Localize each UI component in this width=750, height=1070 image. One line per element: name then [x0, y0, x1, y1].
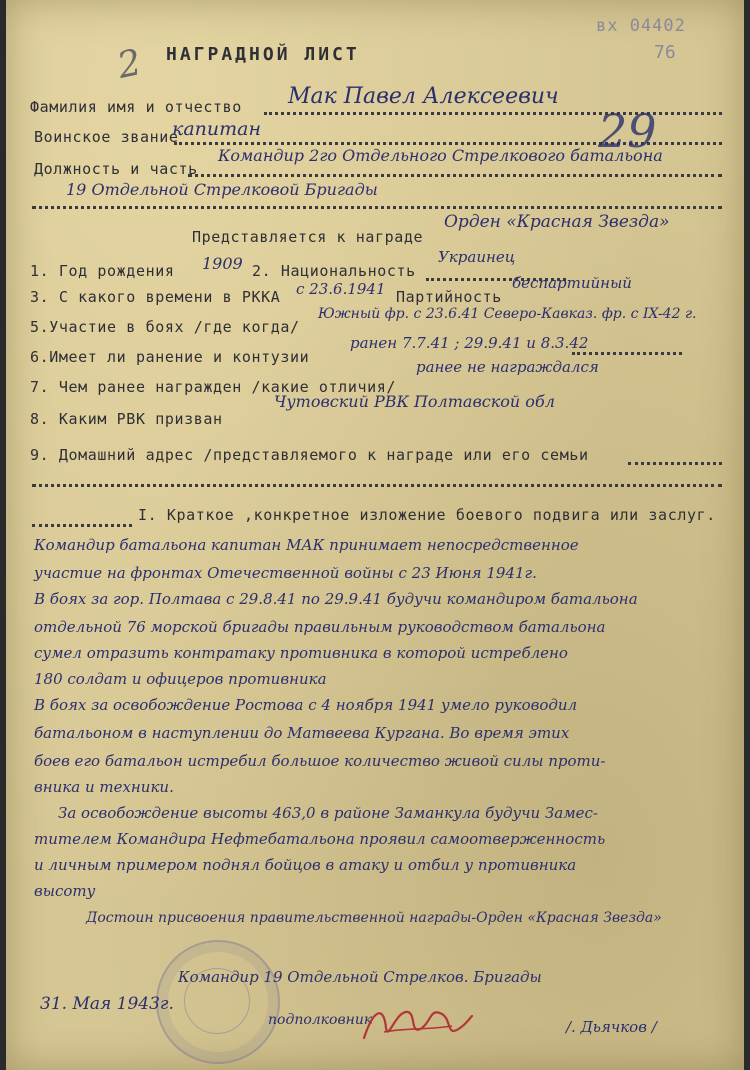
- dotted-line: [188, 174, 722, 177]
- rvk-label: 8. Каким РВК призван: [30, 410, 223, 428]
- feat-line: Командир батальона капитан МАК принимает непосредственное: [34, 536, 579, 554]
- feat-line: боев его батальон истребил большое количество живой силы проти-: [34, 752, 606, 770]
- rvk-value: Чутовский РВК Полтавской обл: [274, 392, 555, 411]
- wounds-value: ранен 7.7.41 ; 29.9.41 и 8.3.42: [350, 334, 589, 352]
- feat-line: сумел отразить контратаку противника в которой истреблено: [34, 644, 568, 662]
- birth-value: 1909: [202, 254, 243, 273]
- commander-line: Командир 19 Отдельной Стрелков. Бригады: [178, 968, 542, 986]
- rank-value: капитан: [172, 118, 262, 140]
- party-label: Партийность: [396, 288, 502, 306]
- address-label: 9. Домашний адрес /представляемого к награде или его семьи: [30, 446, 589, 464]
- nationality-label: 2. Национальность: [252, 262, 416, 280]
- awards-label: 7. Чем ранее награжден /какие отличия/: [30, 378, 396, 396]
- wounds-label: 6.Имеет ли ранение и контузии: [30, 348, 310, 366]
- feat-line: и личным примером поднял бойцов в атаку и отбил у противника: [34, 856, 577, 874]
- pencil-mark: 2: [113, 42, 145, 87]
- battles-label: 5.Участие в боях /где когда/: [30, 318, 300, 336]
- feat-line: В боях за освобождение Ростова с 4 ноября 1941 умело руководил: [34, 696, 578, 714]
- rkka-label: 3. С какого времени в РККА: [30, 288, 281, 306]
- dotted-line: [628, 462, 722, 465]
- feat-line: высоту: [34, 882, 96, 900]
- feat-line: 180 солдат и офицеров противника: [34, 670, 327, 688]
- feat-line: участие на фронтах Отечественной войны с 23 Июня 1941г.: [34, 564, 537, 582]
- feat-line: тителем Командира Нефтебатальона проявил самоотверженность: [34, 830, 606, 848]
- battles-value: Южный фр. с 23.6.41 Северо-Кавказ. фр. с IX-42 г.: [318, 306, 697, 322]
- feat-conclusion: Достоин присвоения правительственной награды-Орден «Красная Звезда»: [86, 910, 662, 926]
- dotted-line: [572, 352, 682, 355]
- position-value-1: Командир 2го Отдельного Стрелкового батальона: [218, 146, 663, 165]
- position-value-2: 19 Отдельной Стрелковой Бригады: [66, 180, 378, 199]
- nominated-value: Орден «Красная Звезда»: [444, 212, 670, 232]
- birth-label: 1. Год рождения: [30, 262, 175, 280]
- nationality-value: Украинец: [438, 248, 516, 266]
- name-label: Фамилия имя и отчество: [30, 98, 242, 116]
- position-label: Должность и часть: [34, 160, 198, 178]
- archive-stamp: вх 04402: [596, 16, 686, 36]
- feat-line: За освобождение высоты 463,0 в районе Заманкула будучи Замес-: [58, 804, 598, 822]
- stamp-numeral: 29: [598, 104, 657, 158]
- party-value: беспартийный: [512, 274, 632, 292]
- round-seal: [156, 940, 280, 1064]
- nominated-label: Представляется к награде: [192, 228, 424, 246]
- feat-line: отдельной 76 морской бригады правильным руководством батальона: [34, 618, 606, 636]
- awards-value: ранее не награждался: [416, 358, 599, 376]
- rank-label: Воинское звание: [34, 128, 179, 146]
- dotted-line: [32, 206, 722, 209]
- feat-line: батальоном в наступлении до Матвеева Кургана. Во время этих: [34, 724, 570, 742]
- dotted-line: [32, 484, 722, 487]
- name-value: Мак Павел Алексеевич: [288, 84, 559, 109]
- feat-line: вника и техники.: [34, 778, 174, 796]
- commander-rank: подполковник: [268, 1012, 373, 1028]
- dotted-line: [32, 524, 132, 527]
- award-sheet: [6, 0, 744, 1070]
- signature-name: /. Дьячков /: [566, 1018, 657, 1036]
- feat-heading: I. Краткое ,конкретное изложение боевого подвига или заслуг.: [138, 506, 716, 524]
- archive-number: 76: [654, 42, 676, 63]
- signature-scribble: [356, 998, 476, 1048]
- document-title: НАГРАДНОЙ ЛИСТ: [166, 44, 360, 65]
- rkka-value: с 23.6.1941: [296, 280, 386, 298]
- feat-line: В боях за гор. Полтава с 29.8.41 по 29.9.41 будучи командиром батальона: [34, 590, 638, 608]
- date: 31. Мая 1943г.: [40, 994, 174, 1014]
